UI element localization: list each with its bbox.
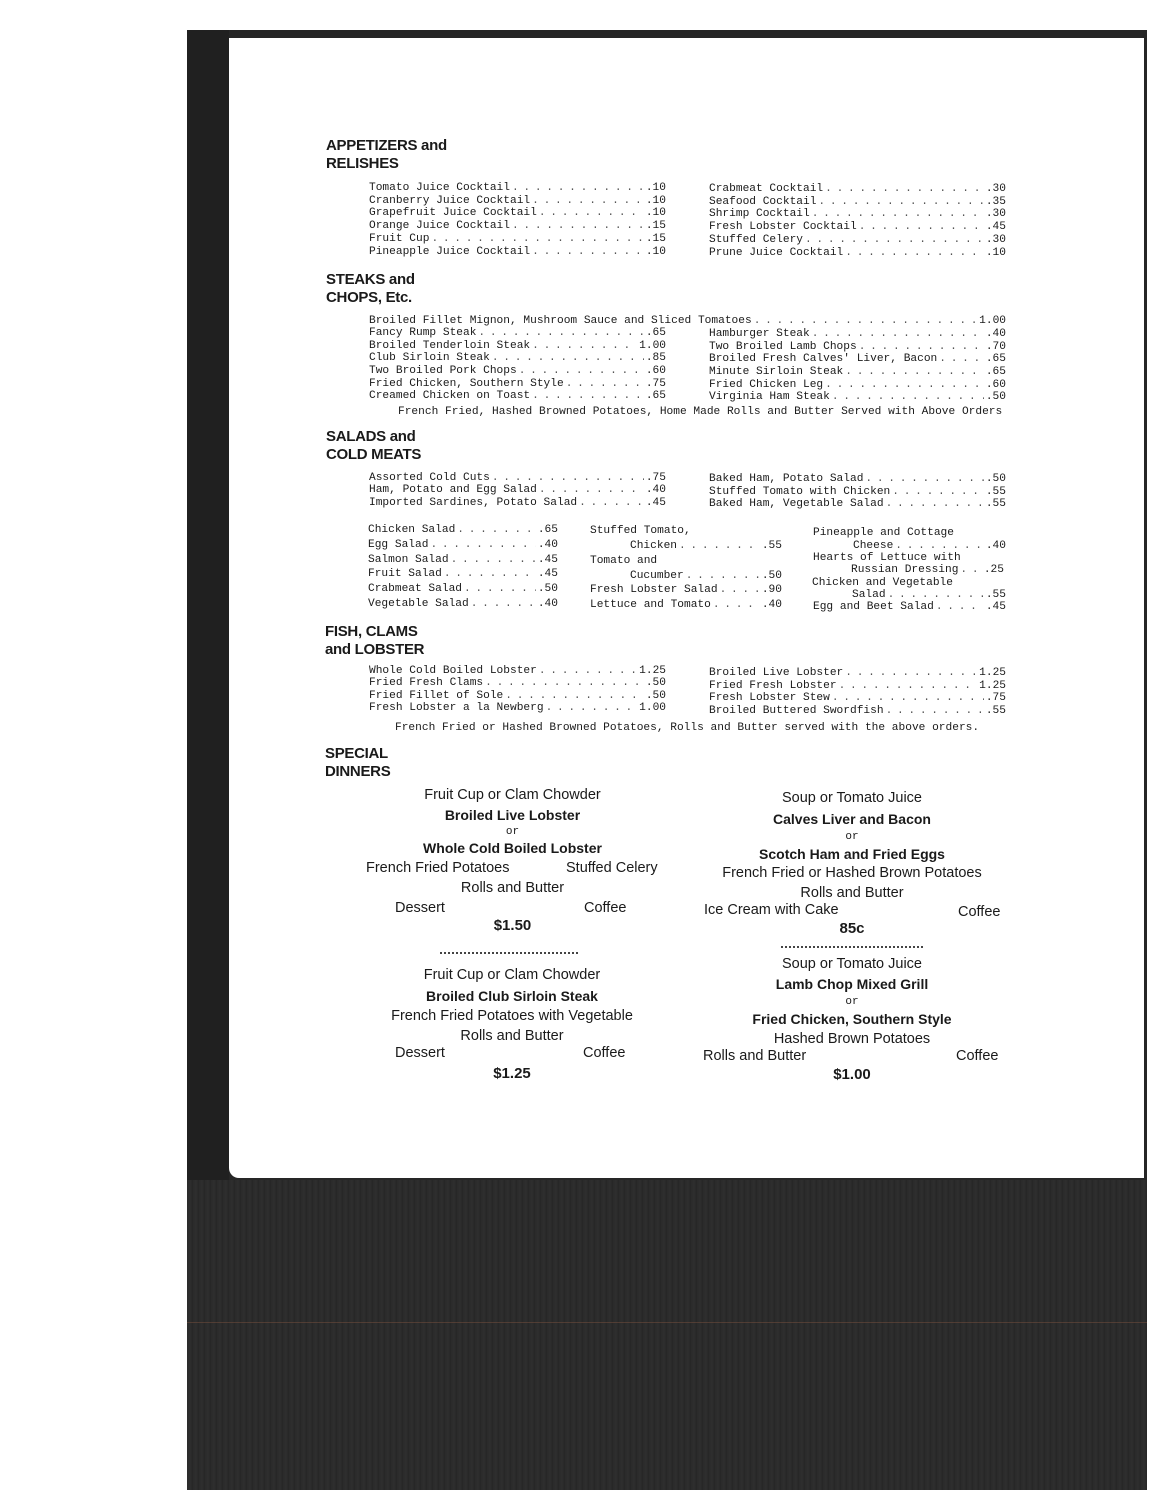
menu-item-line: Stuffed Tomato, — [590, 525, 691, 537]
menu-item: Fresh Lobster Stew . . . .75 — [709, 692, 1006, 705]
menu-item: Broiled Live Lobster . . . 1.25 — [709, 667, 1006, 680]
menu-item: Fancy Rump Steak . . . .65 — [369, 327, 666, 340]
dinner4-main2: Fried Chicken, Southern Style — [752, 1011, 952, 1027]
menu-item: Fresh Lobster Cocktail . . . .45 — [709, 221, 1006, 234]
dinner2-price: 85c — [839, 920, 865, 937]
dinner4-starter: Soup or Tomato Juice — [782, 956, 922, 972]
section-header-salads: SALADS and COLD MEATS — [326, 428, 422, 463]
dinner1-or: or — [505, 826, 520, 838]
dinner2-starter: Soup or Tomato Juice — [782, 790, 922, 806]
dinner1-dessert: Dessert — [395, 900, 445, 916]
dinner-divider — [440, 952, 578, 954]
menu-item-line: Chicken and Vegetable — [812, 577, 953, 589]
menu-item: Two Broiled Lamb Chops . . . .70 — [709, 341, 1006, 354]
menu-item-line: Pineapple and Cottage — [813, 527, 954, 539]
menu-item: Fruit Salad . . . .45 — [368, 568, 558, 581]
menu-item: Virginia Ham Steak . . . .50 — [709, 391, 1006, 404]
dinner4-coffee: Coffee — [956, 1048, 999, 1064]
menu-item: Fresh Lobster Salad . . . .90 — [590, 584, 782, 597]
menu-item: Cheese . . . .40 — [853, 540, 1006, 553]
dinner2-side: French Fried or Hashed Brown Potatoes — [722, 865, 982, 881]
menu-item: Stuffed Celery . . . .30 — [709, 234, 1006, 247]
dinner2-ice-cream: Ice Cream with Cake — [704, 902, 839, 918]
menu-item: Fried Fillet of Sole . . . .50 — [369, 690, 666, 703]
dinner4-main1: Lamb Chop Mixed Grill — [775, 976, 929, 992]
menu-item: Hamburger Steak . . . .40 — [709, 328, 1006, 341]
dinner1-main1: Broiled Live Lobster — [444, 807, 581, 823]
dinner1-main2: Whole Cold Boiled Lobster — [423, 840, 602, 856]
menu-item: Broiled Fresh Calves' Liver, Bacon . . . .65 — [709, 353, 1006, 366]
menu-item: Fried Fresh Lobster . . . 1.25 — [709, 680, 1006, 693]
menu-item: Fruit Cup . . . .15 — [369, 233, 666, 246]
menu-item: Egg Salad . . . .40 — [368, 539, 558, 552]
section-header-special-dinners: SPECIAL DINNERS — [325, 745, 391, 780]
menu-item: Baked Ham, Vegetable Salad . . . .55 — [709, 498, 1006, 511]
menu-item: Egg and Beet Salad . . . .45 — [813, 601, 1006, 614]
dinner2-or: or — [845, 831, 859, 843]
dinner-divider — [781, 946, 923, 948]
dinner2-rolls: Rolls and Butter — [800, 885, 904, 901]
menu-item: Cucumber . . . .50 — [630, 570, 782, 583]
menu-item: Baked Ham, Potato Salad . . . .50 — [709, 473, 1006, 486]
menu-item: Ham, Potato and Egg Salad . . . .40 — [369, 484, 666, 497]
menu-item-line: Tomato and — [590, 555, 658, 567]
menu-item-wide: Broiled Fillet Mignon, Mushroom Sauce and Sliced Tomatoes . . . 1.00 — [369, 315, 1006, 328]
menu-item: Cranberry Juice Cocktail . . . .10 — [369, 195, 666, 208]
menu-item: Minute Sirloin Steak . . . .65 — [709, 366, 1006, 379]
menu-item: Shrimp Cocktail . . . .30 — [709, 208, 1006, 221]
menu-item: Orange Juice Cocktail . . . .15 — [369, 220, 666, 233]
menu-item-line: Hearts of Lettuce with — [813, 552, 961, 564]
menu-item: Pineapple Juice Cocktail . . . .10 — [369, 246, 666, 259]
menu-item: Russian Dressing . . . .25 — [851, 564, 1004, 577]
dinner4-price: $1.00 — [833, 1066, 871, 1083]
dinner1-side-left: French Fried Potatoes — [366, 860, 510, 876]
scan-artifact-line — [187, 1322, 1147, 1323]
dinner3-side: French Fried Potatoes with Vegetable — [391, 1008, 633, 1024]
menu-item: Tomato Juice Cocktail . . . .10 — [369, 182, 666, 195]
menu-item: Fresh Lobster a la Newberg . . . 1.00 — [369, 702, 666, 715]
dinner2-main1: Calves Liver and Bacon — [773, 811, 931, 827]
dinner1-rolls: Rolls and Butter — [460, 880, 565, 896]
menu-item: Two Broiled Pork Chops . . . .60 — [369, 365, 666, 378]
menu-item: Seafood Cocktail . . . .35 — [709, 196, 1006, 209]
section-header-appetizers: APPETIZERS and RELISHES — [326, 137, 447, 172]
dinner3-coffee: Coffee — [583, 1045, 626, 1061]
menu-item: Chicken Salad . . . .65 — [368, 524, 558, 537]
dinner1-side-right: Stuffed Celery — [566, 860, 658, 876]
menu-item: Stuffed Tomato with Chicken . . . .55 — [709, 486, 1006, 499]
dinner4-side: Hashed Brown Potatoes — [773, 1031, 931, 1047]
menu-item: Fried Chicken Leg . . . .60 — [709, 379, 1006, 392]
scan-left-edge — [187, 30, 229, 1190]
menu-item: Broiled Tenderloin Steak . . . 1.00 — [369, 340, 666, 353]
dinner3-starter: Fruit Cup or Clam Chowder — [423, 967, 601, 983]
menu-item: Vegetable Salad . . . .40 — [368, 598, 558, 611]
section-header-steaks: STEAKS and CHOPS, Etc. — [326, 271, 415, 306]
dinner4-or: or — [845, 996, 859, 1008]
menu-item: Imported Sardines, Potato Salad . . . .45 — [369, 497, 666, 510]
dinner1-starter: Fruit Cup or Clam Chowder — [424, 787, 601, 803]
menu-item: Whole Cold Boiled Lobster . . . 1.25 — [369, 665, 666, 678]
dinner3-price: $1.25 — [493, 1065, 531, 1082]
dinner3-rolls: Rolls and Butter — [460, 1028, 564, 1044]
menu-item: Creamed Chicken on Toast . . . .65 — [369, 390, 666, 403]
menu-item: Chicken . . . .55 — [630, 540, 782, 553]
dinner3-main1: Broiled Club Sirloin Steak — [426, 988, 598, 1004]
fish-note: French Fried or Hashed Browned Potatoes, Rolls and Butter served with the above orders. — [395, 722, 980, 734]
menu-item: Salad . . . .55 — [852, 589, 1006, 602]
steaks-note: French Fried, Hashed Browned Potatoes, Home Made Rolls and Butter Served with Above Orders — [398, 406, 1003, 418]
menu-item: Fried Fresh Clams . . . .50 — [369, 677, 666, 690]
menu-item: Lettuce and Tomato . . . .40 — [590, 599, 782, 612]
dinner4-rolls: Rolls and Butter — [703, 1048, 807, 1064]
dinner1-coffee: Coffee — [584, 900, 627, 916]
dinner3-dessert: Dessert — [395, 1045, 445, 1061]
menu-item: Fried Chicken, Southern Style . . . .75 — [369, 378, 666, 391]
menu-item: Crabmeat Cocktail . . . .30 — [709, 183, 1006, 196]
menu-item: Salmon Salad . . . .45 — [368, 554, 558, 567]
section-header-fish: FISH, CLAMS and LOBSTER — [325, 623, 425, 658]
menu-item: Prune Juice Cocktail . . . .10 — [709, 247, 1006, 260]
dinner2-main2: Scotch Ham and Fried Eggs — [759, 846, 945, 862]
scan-bottom-area — [187, 1180, 1147, 1490]
dinner1-price: $1.50 — [493, 917, 532, 934]
menu-item: Club Sirloin Steak . . . .85 — [369, 352, 666, 365]
menu-item: Grapefruit Juice Cocktail . . . .10 — [369, 207, 666, 220]
menu-item: Crabmeat Salad . . . .50 — [368, 583, 558, 596]
menu-item: Assorted Cold Cuts . . . .75 — [369, 472, 666, 485]
menu-item: Broiled Buttered Swordfish . . . .55 — [709, 705, 1006, 718]
dinner2-coffee: Coffee — [958, 904, 1001, 920]
